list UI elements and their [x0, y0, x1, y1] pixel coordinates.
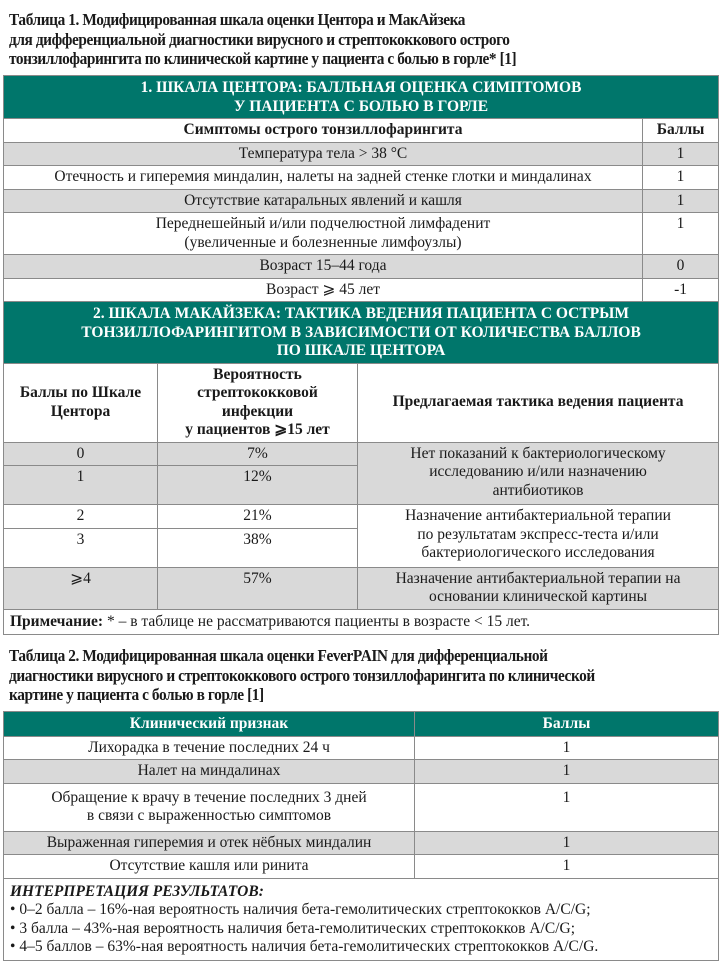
- symptom-line: (увеличенные и болезненные лимфоузлы): [184, 233, 462, 251]
- interpretation-row: [4, 878, 719, 960]
- bullet-icon: •: [10, 901, 16, 918]
- probability-cell: 57%: [158, 567, 358, 609]
- score-cell: 1: [4, 466, 158, 505]
- points-cell: 1: [643, 166, 719, 190]
- probability-cell: 21%: [158, 505, 358, 529]
- table-row: [4, 213, 719, 255]
- table2-header-row: [4, 712, 719, 737]
- section2-header-line: 2. ШКАЛА МАКАЙЗЕКА: ТАКТИКА ВЕДЕНИЯ ПАЦИЕНТА С ОСТРЫМ: [93, 305, 630, 322]
- points-cell: 1: [643, 189, 719, 213]
- points-cell: 1: [415, 760, 719, 784]
- probability-cell: 7%: [158, 442, 358, 466]
- symptom-cell: [4, 213, 643, 255]
- sign-cell: [4, 783, 415, 831]
- column-header-points: Баллы: [415, 712, 719, 737]
- section2-columns-row: [4, 363, 719, 442]
- table-row: [4, 255, 719, 279]
- table-row: [4, 166, 719, 190]
- interpretation-item: [10, 938, 712, 957]
- points-cell: 1: [415, 831, 719, 855]
- section2-header: [4, 302, 719, 364]
- tactic-line: Назначение антибактериальной терапии на: [395, 569, 681, 587]
- column-header-probability: [158, 363, 358, 442]
- tactic-line: бактериологического исследования: [421, 544, 655, 561]
- sign-cell: Налет на миндалинах: [4, 760, 415, 784]
- tactic-cell: [358, 442, 719, 505]
- probability-cell: 38%: [158, 528, 358, 567]
- interpretation-item: [10, 920, 712, 939]
- header-line: у пациентов ⩾15 лет: [185, 421, 330, 438]
- symptom-line: Переднешейный и/или подчелюстной лимфаденит: [155, 215, 491, 232]
- interpretation-text: 4–5 баллов – 63%-ная вероятность наличия бета-гемолитических стрептококков A/C/G.: [19, 938, 599, 955]
- table1-title-line: Таблица 1. Модифицированная шкала оценки Центора и МакАйзека: [9, 10, 466, 29]
- column-header-sign: Клинический признак: [4, 712, 415, 737]
- tactic-cell: [358, 567, 719, 609]
- column-header-points: Баллы: [643, 119, 719, 143]
- table-row: [4, 442, 719, 466]
- sign-cell: Отсутствие кашля или ринита: [4, 855, 415, 879]
- table2-title: [9, 646, 595, 705]
- sign-cell: Лихорадка в течение последних 24 ч: [4, 736, 415, 760]
- column-header-symptoms: Симптомы острого тонзиллофарингита: [4, 119, 643, 143]
- table-row: [4, 142, 719, 166]
- table-row: [4, 736, 719, 760]
- score-cell: 2: [4, 505, 158, 529]
- table-row: [4, 189, 719, 213]
- symptom-cell: Отечность и гиперемия миндалин, налеты на задней стенке глотки и миндалинах: [4, 166, 643, 190]
- points-cell: 1: [643, 142, 719, 166]
- tactic-line: антибиотиков: [492, 481, 584, 499]
- score-cell: ⩾4: [4, 567, 158, 609]
- section1-header-row: [4, 76, 719, 119]
- sign-cell: Выраженная гиперемия и отек нёбных миндалин: [4, 831, 415, 855]
- symptom-cell: Возраст ⩾ 45 лет: [4, 278, 643, 302]
- table-row: [4, 855, 719, 879]
- table-row: [4, 760, 719, 784]
- points-cell: 1: [415, 855, 719, 879]
- symptom-cell: Отсутствие катаральных явлений и кашля: [4, 189, 643, 213]
- table-row: [4, 567, 719, 609]
- bullet-icon: •: [10, 938, 16, 955]
- table1: [3, 75, 719, 635]
- table-row: [4, 278, 719, 302]
- score-cell: 3: [4, 528, 158, 567]
- section1-header-line: У ПАЦИЕНТА С БОЛЬЮ В ГОРЛЕ: [234, 97, 489, 115]
- header-line: стрептококковой инфекции: [197, 384, 318, 420]
- points-cell: 1: [415, 736, 719, 760]
- table-row: [4, 505, 719, 529]
- points-cell: 1: [643, 213, 719, 255]
- interpretation-header: ИНТЕРПРЕТАЦИЯ РЕЗУЛЬТАТОВ:: [10, 882, 264, 900]
- section2-header-row: [4, 302, 719, 364]
- interpretation-item: [10, 901, 712, 920]
- table-row: [4, 831, 719, 855]
- column-header-score: [4, 363, 158, 442]
- table2-title-line: Таблица 2. Модифицированная шкала оценки FeverPAIN для дифференциальной: [9, 646, 548, 665]
- section1-header: [4, 76, 719, 119]
- header-line: Баллы по Шкале: [19, 384, 142, 401]
- note-row: [4, 609, 719, 635]
- points-cell: 0: [643, 255, 719, 279]
- symptom-cell: Возраст 15–44 года: [4, 255, 643, 279]
- table2: [3, 711, 719, 961]
- tactic-line: исследованию и/или назначению: [429, 463, 647, 480]
- section2-header-line: ПО ШКАЛЕ ЦЕНТОРА: [276, 342, 446, 359]
- interpretation-text: 3 балла – 43%-ная вероятность наличия бета-гемолитических стрептококков A/C/G;: [19, 919, 576, 937]
- table-row: [4, 783, 719, 831]
- section2-header-line: ТОНЗИЛЛОФАРИНГИТОМ В ЗАВИСИМОСТИ ОТ КОЛИЧЕСТВА БАЛЛОВ: [81, 323, 641, 341]
- note-label: Примечание:: [10, 612, 104, 630]
- symptom-cell: Температура тела > 38 °C: [4, 142, 643, 166]
- header-line: Вероятность: [213, 365, 302, 383]
- section1-header-line: 1. ШКАЛА ЦЕНТОРА: БАЛЛЬНАЯ ОЦЕНКА СИМПТОМОВ: [140, 79, 582, 96]
- score-cell: 0: [4, 442, 158, 466]
- tactic-cell: [358, 505, 719, 568]
- sign-line: в связи с выраженностью симптомов: [86, 807, 332, 824]
- table1-note: [4, 609, 719, 635]
- interpretation-text: 0–2 балла – 16%-ная вероятность наличия бета-гемолитических стрептококков A/C/G;: [19, 901, 591, 918]
- interpretation-block: [4, 878, 719, 960]
- table1-title: [9, 10, 516, 69]
- sign-line: Обращение к врачу в течение последних 3 дней: [51, 788, 367, 806]
- section1-columns-row: [4, 119, 719, 143]
- points-cell: -1: [643, 278, 719, 302]
- tactic-line: Назначение антибактериальной терапии: [405, 507, 671, 524]
- tactic-line: Нет показаний к бактериологическому: [410, 444, 666, 462]
- probability-cell: 12%: [158, 466, 358, 505]
- table2-title-line: картине у пациента с болью в горле [1]: [9, 685, 264, 704]
- table1-title-line: тонзиллофарингита по клинической картине у пациента с болью в горле* [1]: [9, 49, 517, 68]
- points-cell: 1: [415, 783, 719, 831]
- column-header-tactics: Предлагаемая тактика ведения пациента: [358, 363, 719, 442]
- tactic-line: основании клинической картины: [428, 588, 648, 605]
- header-line: Центора: [50, 402, 111, 420]
- bullet-icon: •: [10, 919, 16, 937]
- table1-title-line: для дифференциальной диагностики вирусного и стрептококкового острого: [9, 29, 510, 49]
- table2-title-line: диагностики вирусного и стрептококкового острого тонзиллофарингита по клинической: [9, 665, 595, 685]
- note-text: * – в таблице не рассматриваются пациенты в возрасте < 15 лет.: [103, 612, 531, 630]
- tactic-line: по результатам экспресс-теста и/или: [417, 525, 659, 543]
